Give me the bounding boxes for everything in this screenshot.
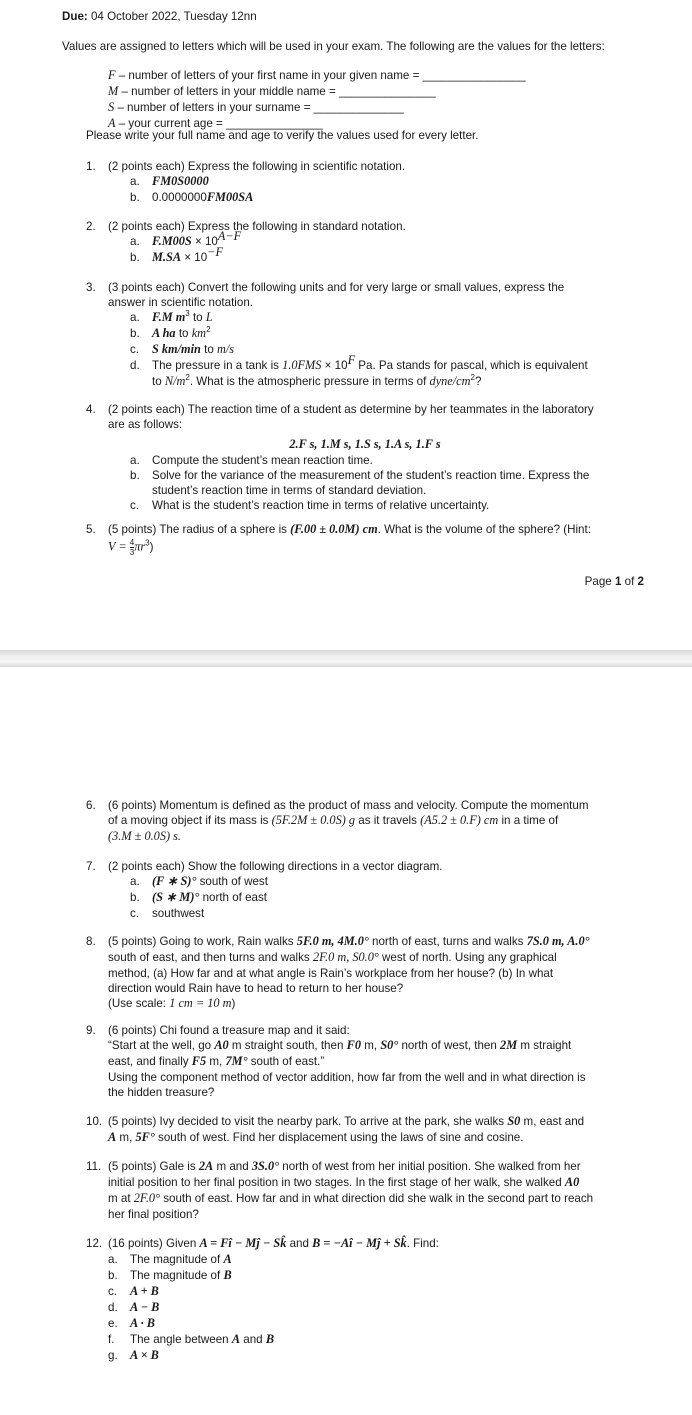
reaction-values: 2.F s, 1.M s, 1.S s, 1.A s, 1.F s — [289, 437, 441, 452]
var-s: S – number of letters in your surname = ______________ — [108, 99, 404, 114]
q12-item-e: e. A · B — [108, 1315, 155, 1330]
question-12: 12. (16 points) Given A = Fî − Mĵ − Sk̂ and B = −Aî − Mĵ + Sk̂. Find: a. The magnitude of A b. The magnitude of B c. A + B d. A − B e. A · B f. The angle between A and B g. A × B — [86, 1236, 644, 1364]
q12-item-g: g. A × B — [108, 1347, 159, 1362]
question-5: 5. (5 points) The radius of a sphere is (F.00 ± 0.0M) cm. What is the volume of the sphere? (Hint: V = $\frac{4}{3}$ $\pi r^3$) — [86, 522, 591, 557]
due-label: Due: — [62, 10, 88, 23]
question-1: 1. (2 points each) Express the following in scientific notation. a. FM0S0000 b. 0.0000000FM00SA — [86, 160, 406, 205]
due-value: 04 October 2022, Tuesday 12nn — [87, 10, 257, 23]
page-2 — [0, 667, 692, 1415]
page-separator — [0, 650, 692, 667]
question-9: 9. (6 points) Chi found a treasure map and it said: “Start at the well, go A0 m straight south, then F0 m, S0° north of west, then 2M m straight east, and finally F5 m, 7M° south of east.” Using the component method of vector addition, how far from the well and in what direction is the hidden treasure? — [86, 1024, 586, 1100]
due-line — [62, 9, 257, 24]
intro-text: Values are assigned to letters which will be used in your exam. The following are the values for the letters: — [62, 40, 605, 53]
question-11: 11. (5 points) Gale is 2A m and 3S.0° north of west from her initial position. She walked from her initial position to her final position in two stages. In the first stage of her walk, she walked A0 m at 2F.0° south of east. How far and in what direction did she walk in the second part to reach her final position? — [86, 1159, 594, 1221]
question-4: 4. (2 points each) The reaction time of a student as determine by her teammates in the laboratory are as follows: 2.F s, 1.M s, 1.S s, 1.A s, 1.F s a. Compute the student’s mean reaction time. b. Solve for the variance of the measurement of the student’s reaction time. Express the student’s reaction time in terms of standard deviation. c. What is the student’s reaction time in terms of relative uncertainty. — [86, 402, 644, 513]
var-a: A – your current age = _______________ — [108, 115, 323, 130]
q12-item-c: c. A + B — [108, 1283, 159, 1298]
var-m: M – number of letters in your middle name = _______________ — [108, 83, 436, 98]
page-footer: Page 1 of 2 — [584, 575, 644, 588]
q12-item-f: f. The angle between A and B — [108, 1331, 275, 1346]
question-10: 10. (5 points) Ivy decided to visit the nearby park. To arrive at the park, she walks S0 m, east and A m, 5F° south of west. Find her displacement using the laws of sine and cosine. — [86, 1114, 585, 1144]
variable-definitions — [108, 68, 526, 132]
question-2: 2. (2 points each) Express the following in standard notation. a. $F.M00S \times 10^{A-F}$ b. $M.SA \times 10^{-F}$ — [86, 220, 406, 265]
question-6: 6. (6 points) Momentum is defined as the product of mass and velocity. Compute the momentum of a moving object if its mass is (5F.2M ± 0.0S) g as it travels (A5.2 ± 0.F) cm in a time of (3.M ± 0.0S) s. — [86, 799, 589, 844]
q12-item-d: d. A − B — [108, 1299, 160, 1314]
q12-item-a: a. The magnitude of A — [108, 1251, 232, 1266]
verify-note: Please write your full name and age to verify the values used for every letter. — [86, 129, 479, 142]
var-f: F – number of letters of your first name in your given name = ________________ — [108, 68, 526, 82]
question-8: 8. (5 points) Going to work, Rain walks 5F.0 m, 4M.0° north of east, turns and walks 7S.0 m, A.0° south of east, and then turns and walks 2F.0 m, S0.0° west of north. Using any graphical method, (a) How far and at what angle is Rain’s workplace from her house? (b) In what direction would Rain have to head to return to her house? (Use scale: 1 cm = 10 m) — [86, 934, 590, 1011]
page-1 — [0, 0, 692, 650]
question-7: 7. (2 points each) Show the following directions in a vector diagram. a. (F ∗ S)° south of west b. (S ∗ M)° north of east c. southwest — [86, 860, 443, 921]
q12-item-b: b. The magnitude of B — [108, 1267, 232, 1282]
question-3: 3. (3 points each) Convert the following units and for very large or small values, express the answer in scientific notation. a. F.M $m^3$ to L b. A ha to $km^2$ c. S km/min to m/s d. The pressure in a tank is $1.0FMS \times 10^F$ Pa. Pa stands for pascal, which is equivalent to $N/m^2$. What is the atmospheric pressure in terms of dyne/$cm^2$? — [86, 281, 588, 389]
